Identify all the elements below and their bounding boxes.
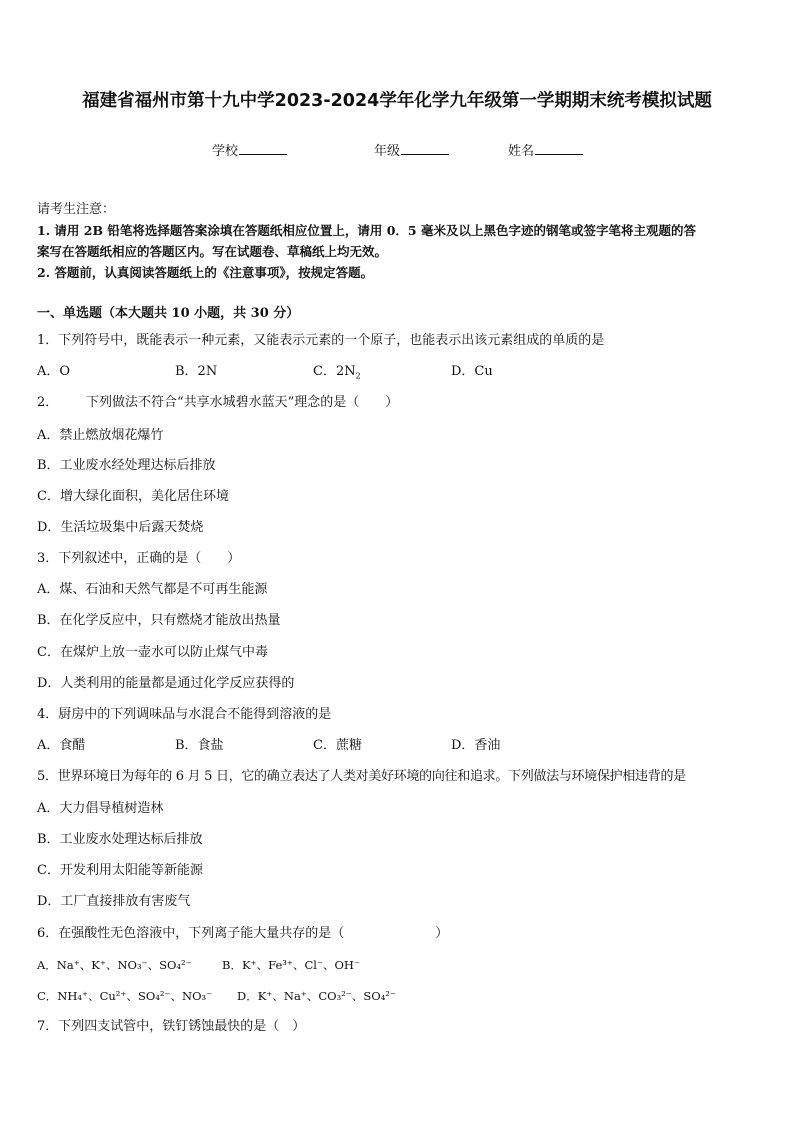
school-field[interactable]	[212, 140, 287, 159]
notice-heading: 请考生注意：	[37, 202, 116, 217]
q5-option-b[interactable]: B．工业废水处理达标后排放	[37, 832, 203, 847]
q2-option-d[interactable]: D．生活垃圾集中后露天焚烧	[37, 520, 204, 535]
grade-field[interactable]	[374, 140, 449, 159]
name-label: 姓名	[508, 144, 535, 159]
name-blank[interactable]	[535, 142, 583, 155]
q1-option-c-sub: 2	[355, 371, 361, 381]
q2-stem: 下列做法不符合“共享水城碧水蓝天”理念的是（ ）	[86, 395, 399, 410]
q4-option-d[interactable]: D．香油	[451, 738, 501, 753]
q2-option-b[interactable]: B．工业废水经处理达标后排放	[37, 458, 216, 473]
grade-blank[interactable]	[401, 142, 449, 155]
notice-line-1a: 1. 请用 2B 铅笔将选择题答案涂填在答题纸相应位置上，请用 0．5 毫米及以上黑色字迹的钢笔或签字笔将主观题的答	[37, 223, 696, 238]
q5-stem: 5．世界环境日为每年的 6 月 5 日，它的确立表达了人类对美好环境的向往和追求。下列做法与环境保护相违背的是	[37, 769, 686, 784]
q3-option-d[interactable]: D．人类利用的能量都是通过化学反应获得的	[37, 676, 295, 691]
name-field[interactable]	[508, 140, 583, 159]
q2-number: 2．	[37, 395, 59, 410]
q1-option-c[interactable]	[313, 363, 361, 381]
q3-option-a[interactable]: A．煤、石油和天然气都是不可再生能源	[37, 582, 268, 597]
school-label: 学校	[212, 144, 239, 159]
q6-option-a[interactable]: A．Na⁺、K⁺、NO₃⁻、SO₄²⁻	[37, 958, 192, 972]
q3-option-c[interactable]: C．在煤炉上放一壶水可以防止煤气中毒	[37, 645, 268, 660]
q1-stem: 1．下列符号中，既能表示一种元素，又能表示元素的一个原子，也能表示出该元素组成的单质的是	[37, 333, 605, 348]
q4-option-c[interactable]: C．蔗糖	[313, 738, 362, 753]
grade-label: 年级	[374, 144, 401, 159]
q7-stem: 7．下列四支试管中，铁钉锈蚀最快的是（ ）	[37, 1019, 306, 1034]
exam-title: 福建省福州市第十九中学2023-2024学年化学九年级第一学期期末统考模拟试题	[82, 91, 712, 111]
school-blank[interactable]	[239, 142, 287, 155]
q6-option-c[interactable]: C．NH₄⁺、Cu²⁺、SO₄²⁻、NO₃⁻	[37, 989, 213, 1003]
q3-option-b[interactable]: B．在化学反应中，只有燃烧才能放出热量	[37, 613, 281, 628]
student-info-row	[0, 140, 794, 160]
q4-option-a[interactable]: A．食醋	[37, 738, 86, 753]
q5-option-c[interactable]: C．开发利用太阳能等新能源	[37, 863, 203, 878]
q1-option-d[interactable]: D．Cu	[451, 364, 493, 379]
q1-option-c-text: C．2N	[313, 364, 356, 379]
q2-option-a[interactable]: A．禁止燃放烟花爆竹	[37, 428, 164, 443]
notice-line-2: 2. 答题前，认真阅读答题纸上的《注意事项》，按规定答题。	[37, 265, 374, 280]
q3-stem: 3．下列叙述中，正确的是（ ）	[37, 551, 241, 566]
q4-option-b[interactable]: B．食盐	[175, 738, 224, 753]
q4-stem: 4．厨房中的下列调味品与水混合不能得到溶液的是	[37, 707, 332, 722]
q6-option-d[interactable]: D．K⁺、Na⁺、CO₃²⁻、SO₄²⁻	[237, 989, 396, 1003]
q6-option-b[interactable]: B．K⁺、Fe³⁺、Cl⁻、OH⁻	[222, 958, 361, 972]
q1-option-b[interactable]: B．2N	[175, 364, 218, 379]
q5-option-d[interactable]: D．工厂直接排放有害废气	[37, 894, 191, 909]
q1-option-a[interactable]: A．O	[37, 364, 71, 379]
q5-option-a[interactable]: A．大力倡导植树造林	[37, 801, 164, 816]
section-heading: 一、单选题（本大题共 10 小题，共 30 分）	[37, 306, 300, 321]
q6-stem: 6．在强酸性无色溶液中，下列离子能大量共存的是（ ）	[37, 926, 449, 941]
q2-option-c[interactable]: C．增大绿化面积，美化居住环境	[37, 489, 229, 504]
notice-line-1b: 案写在答题纸相应的答题区内。写在试题卷、草稿纸上均无效。	[37, 244, 388, 259]
